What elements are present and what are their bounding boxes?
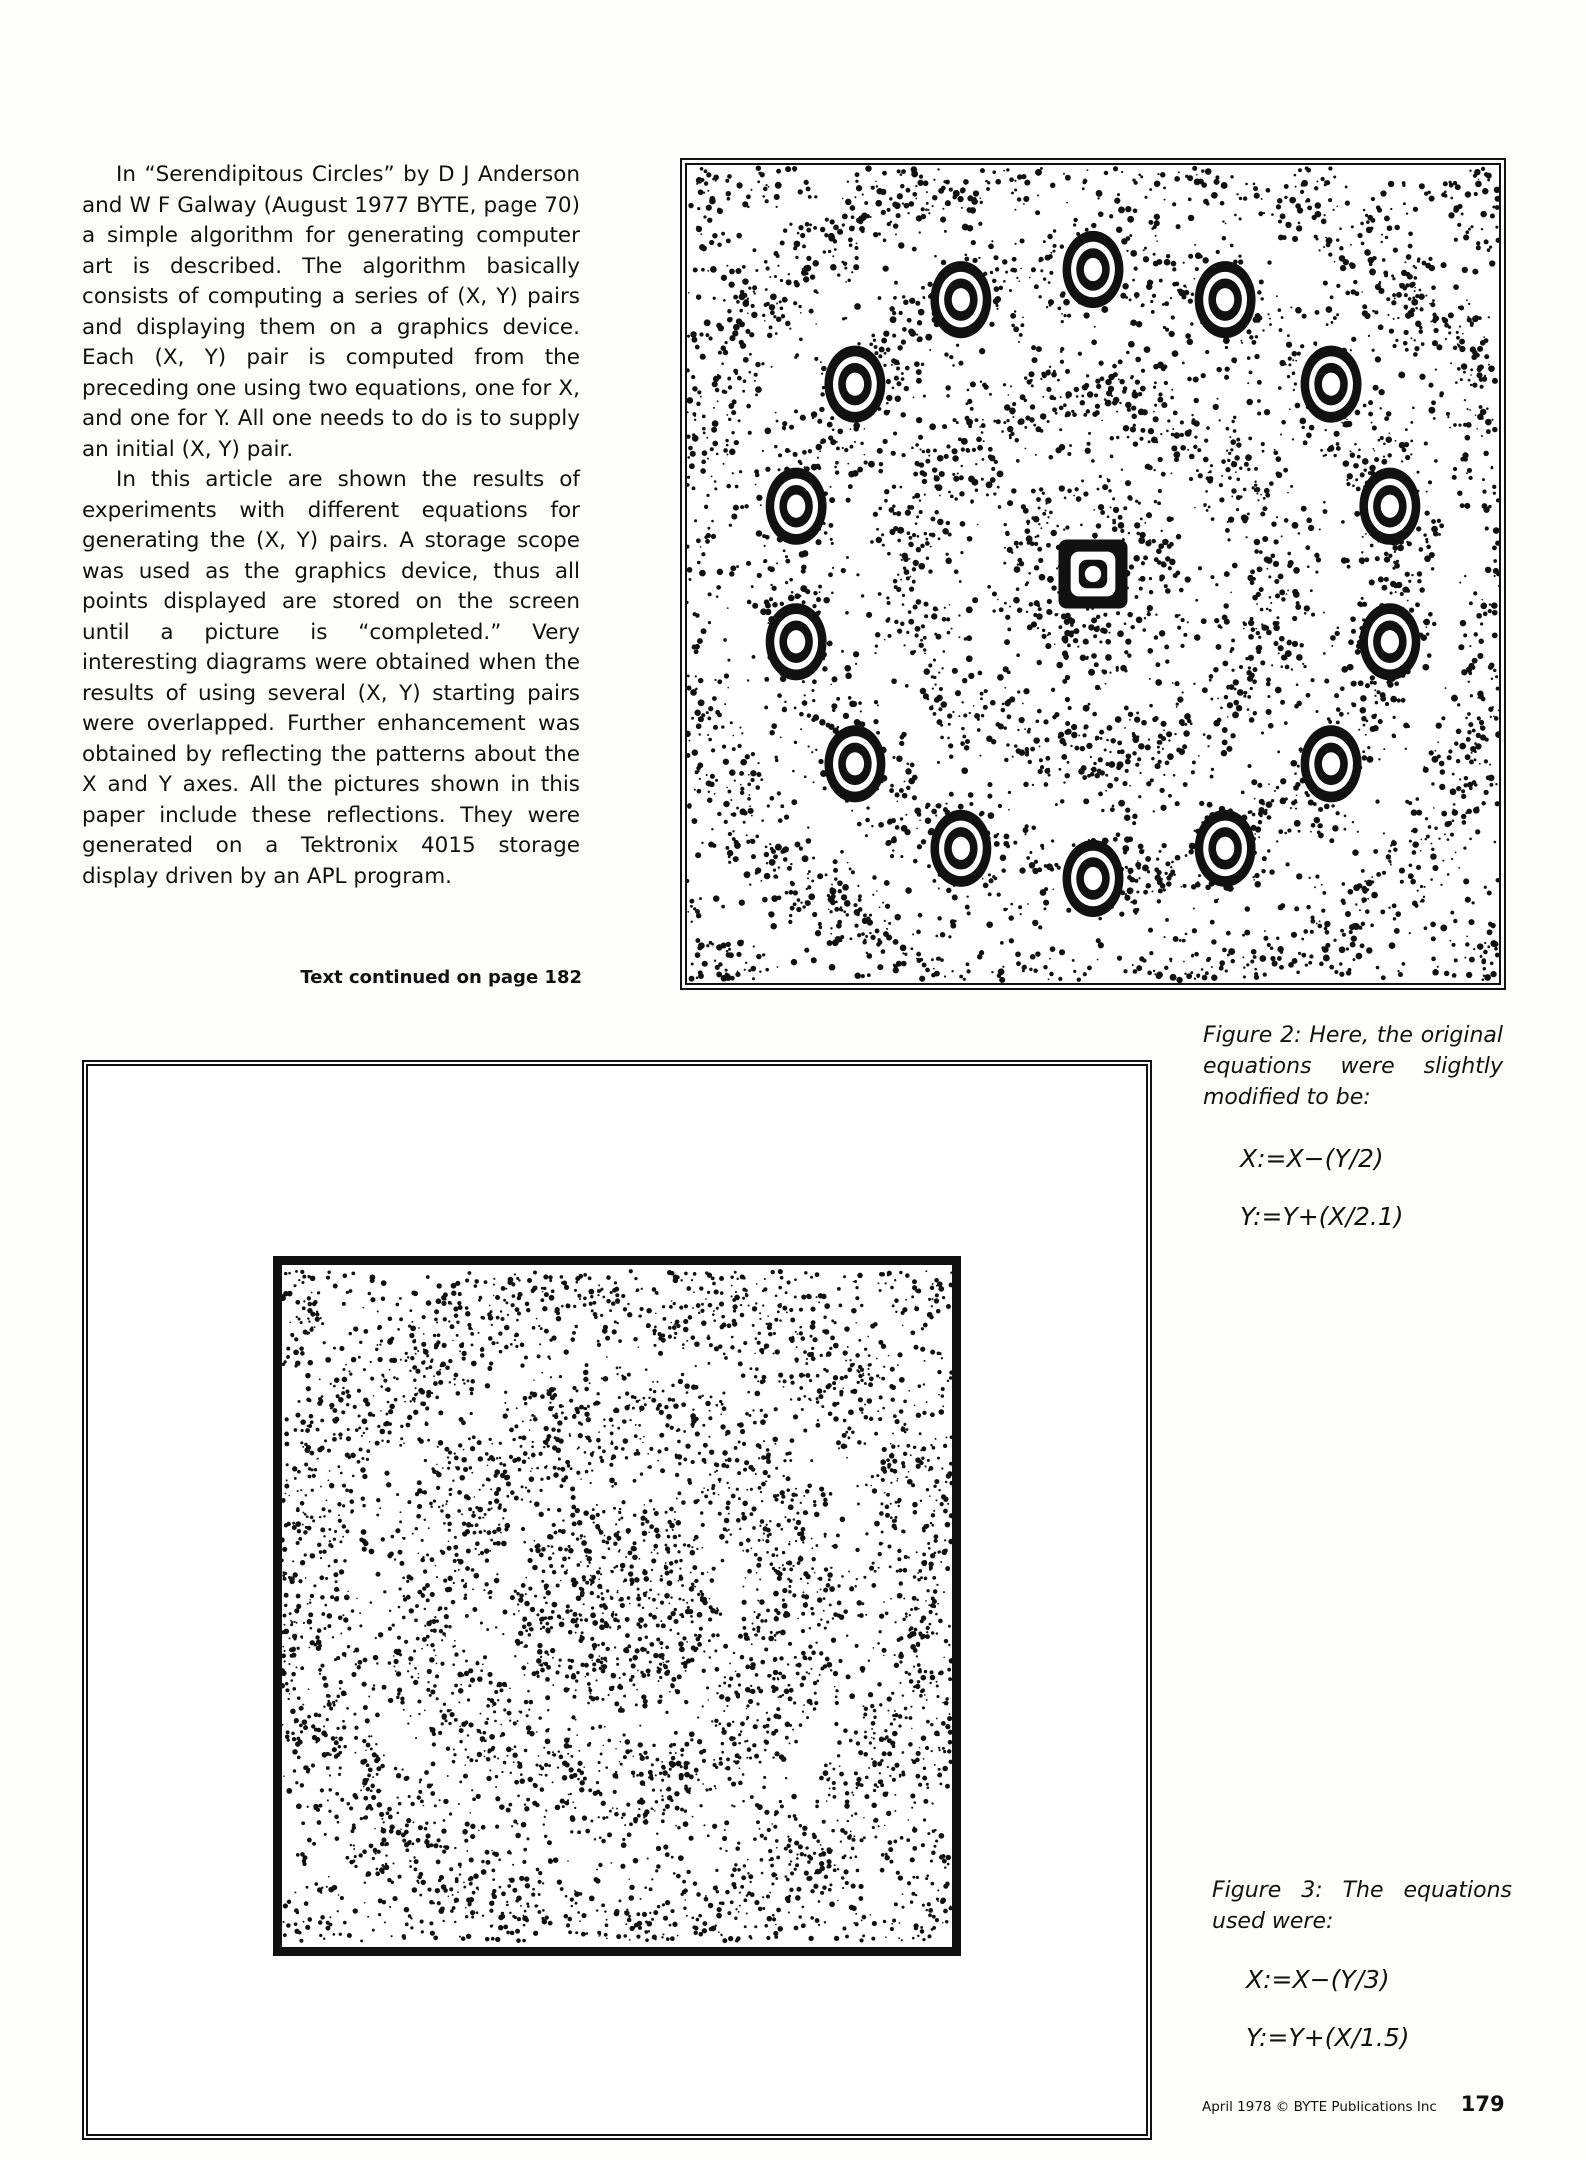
figure-3-frame <box>82 1060 1152 2140</box>
figure-3-equation-y: Y:=Y+(X/1.5) <box>1246 2023 1410 2052</box>
paragraph-2: In this article are shown the results of experiments with different equations for generating the (X, Y) pairs. A storage scope was used as the graphics device, thus all points displayed are stored on the screen until a picture is “completed.” Very interesting diagrams were obtained when the results of using several (X, Y) starting pairs were overlapped. Further enhancement was obtained by reflecting the patterns about the X and Y axes. All the pictures shown in this paper include these reflections. They were generated on a Tektronix 4015 storage display driven by an APL program. <box>82 467 580 889</box>
article-text <box>82 160 580 892</box>
footer-imprint: April 1978 © BYTE Publications Inc <box>1202 2099 1437 2115</box>
figure-3-image <box>273 1256 961 1956</box>
figure-3-caption: Figure 3: The equations used were: <box>1212 1878 1512 1934</box>
figure-2-caption: Figure 2: Here, the original equations were slightly modified to be: <box>1203 1023 1503 1110</box>
figure-3-pattern <box>282 1265 952 1947</box>
figure-2-pattern <box>687 165 1499 983</box>
figure-2-equation-y: Y:=Y+(X/2.1) <box>1240 1202 1404 1231</box>
figure-2-equation-x: X:=X−(Y/2) <box>1240 1144 1384 1173</box>
continued-note: Text continued on page 182 <box>300 967 582 988</box>
page-number: 179 <box>1460 2092 1505 2116</box>
figure-3-equation-x: X:=X−(Y/3) <box>1246 1965 1390 1994</box>
paragraph-1: In “Serendipitous Circles” by D J Anderson and W F Galway (August 1977 BYTE, page 70) a simple algorithm for generating computer art is described. The algorithm basically consists of computing a series of (X, Y) pairs and displaying them on a graphics device. Each (X, Y) pair is computed from the preceding one using two equations, one for X, and one for Y. All one needs to do is to supply an initial (X, Y) pair. <box>82 162 580 462</box>
page-footer <box>1202 2092 1522 2116</box>
figure-2-image <box>680 158 1506 990</box>
